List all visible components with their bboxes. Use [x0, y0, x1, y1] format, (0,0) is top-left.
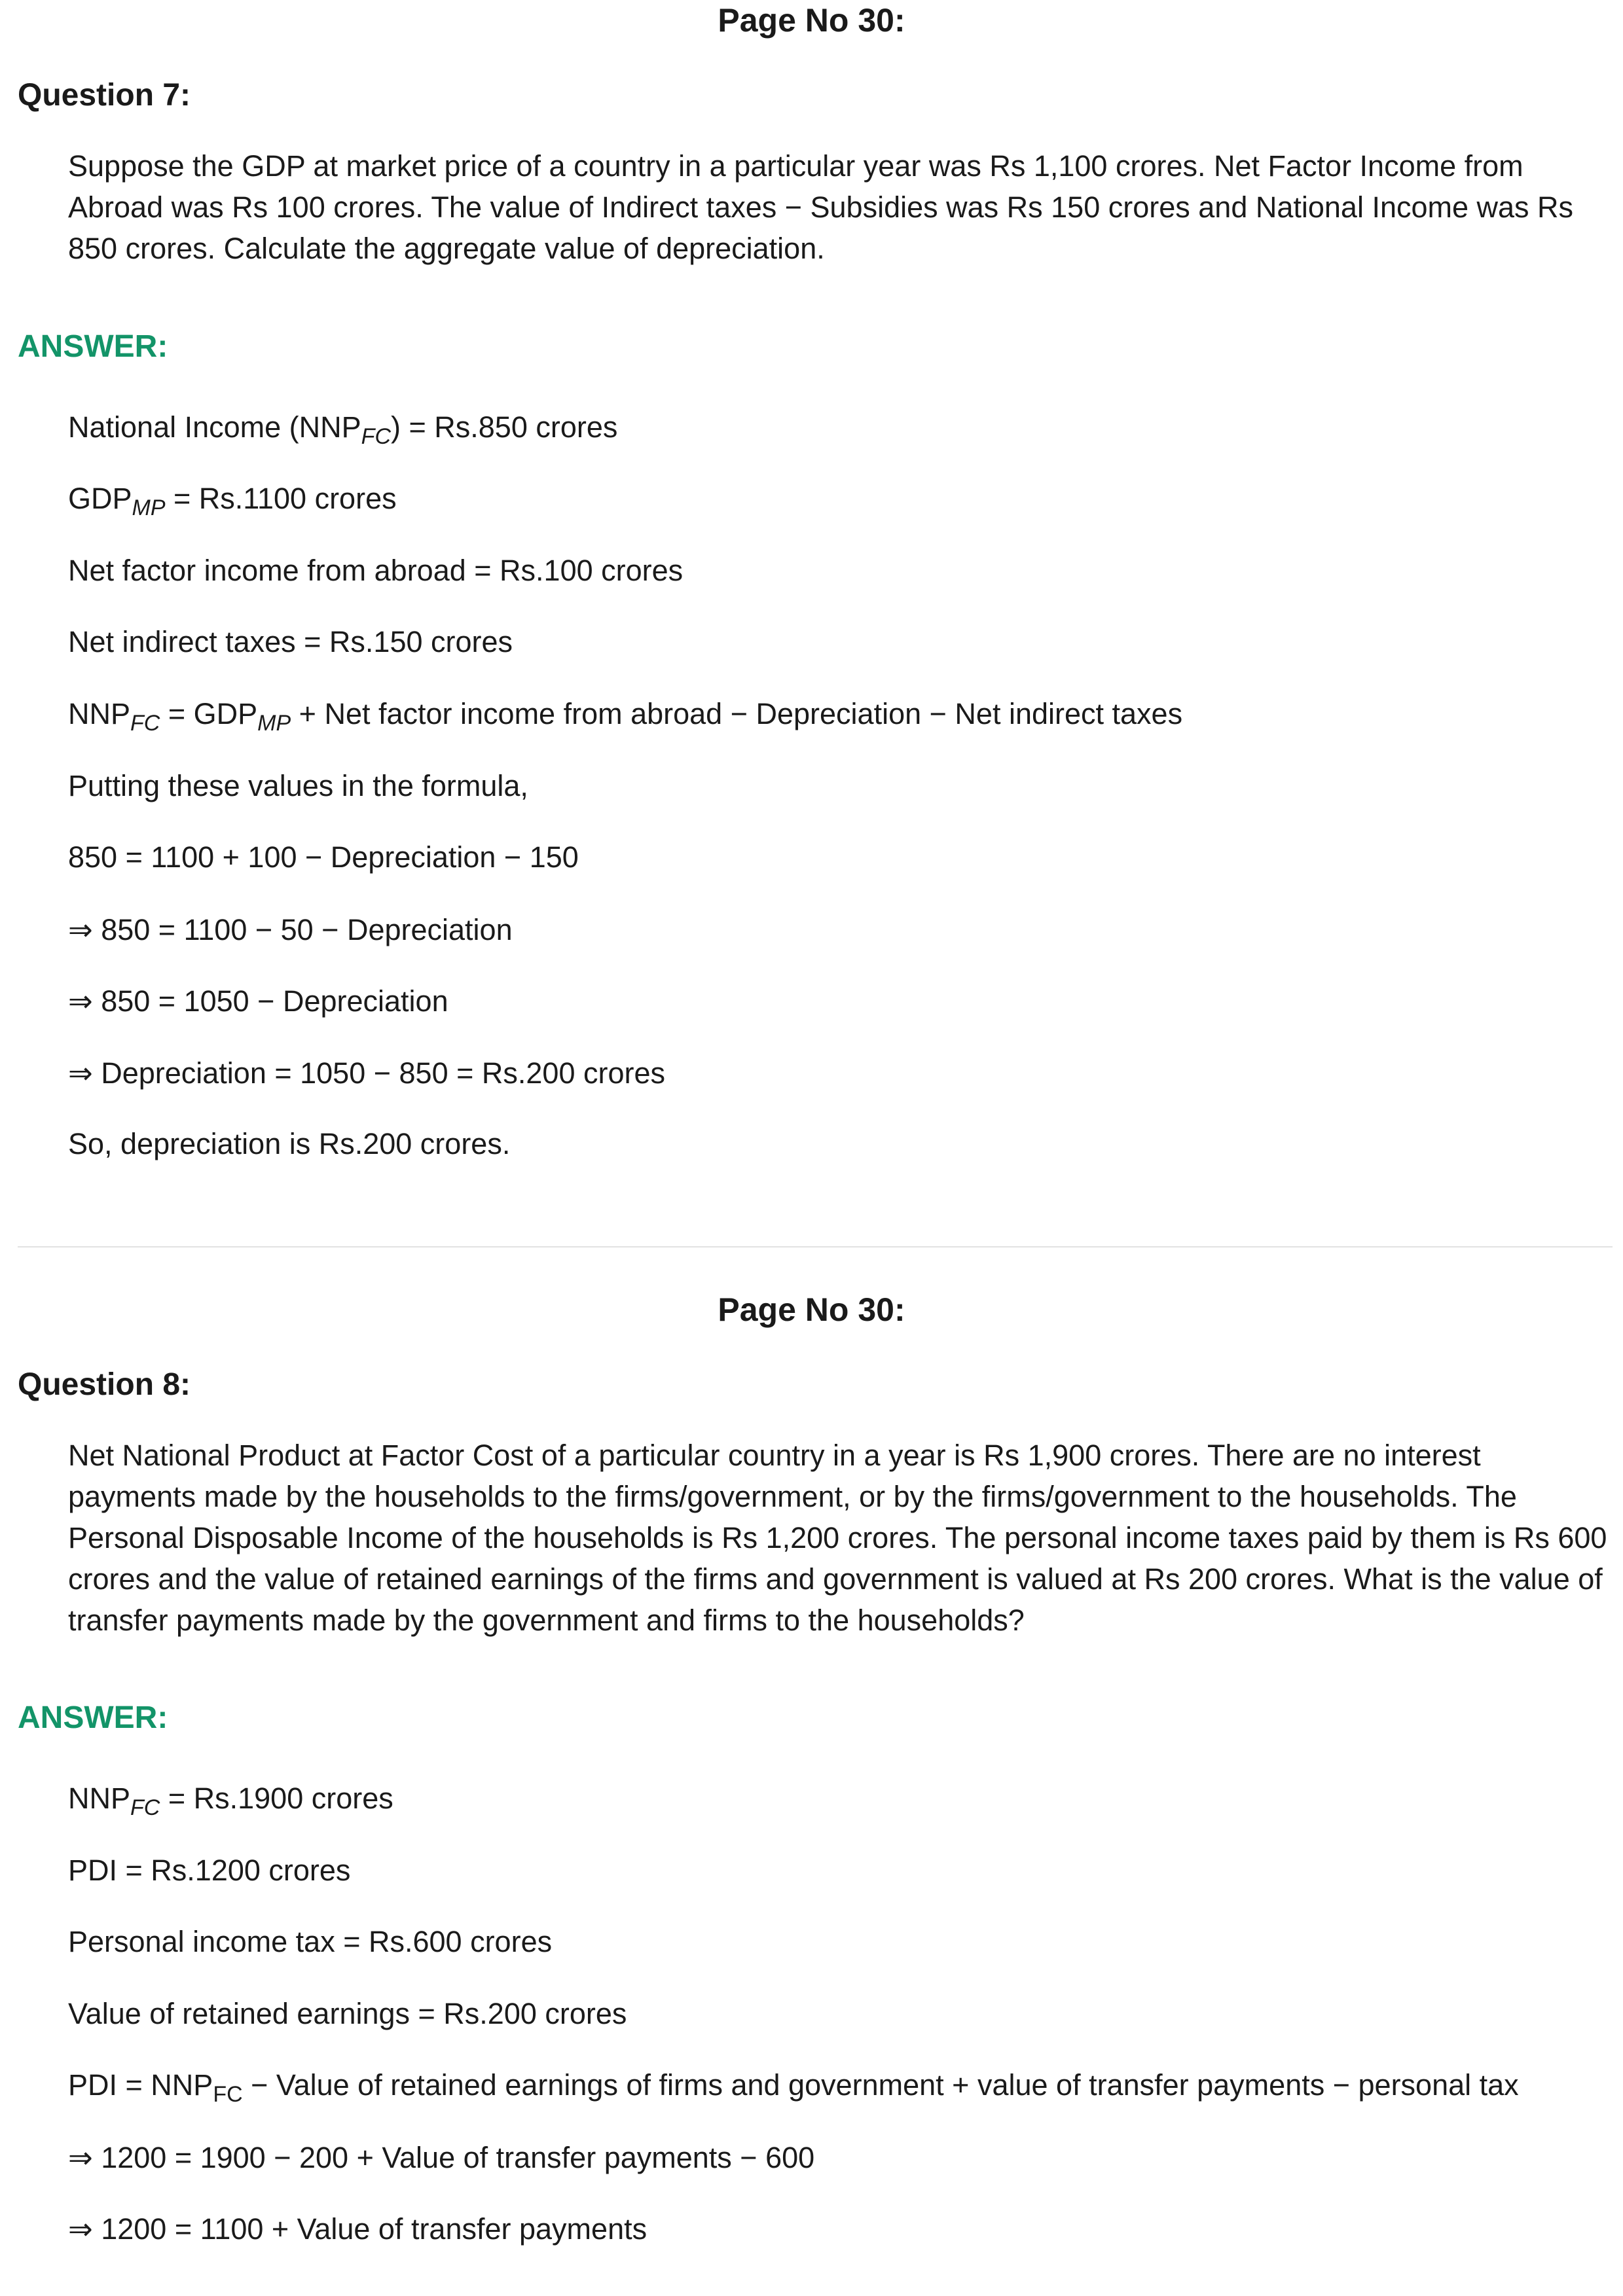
question-title: Question 8:: [18, 1367, 191, 1402]
answer-line: Value of retained earnings = Rs.200 crores: [68, 1997, 627, 2030]
question-title: Question 7:: [18, 78, 191, 113]
answer-label: ANSWER:: [18, 1700, 168, 1735]
answer-line: PDI = Rs.1200 crores: [68, 1854, 351, 1887]
section-divider: [18, 1246, 1613, 1247]
question-text: Net National Product at Factor Cost of a particular country in a year is Rs 1,900 crores. There are no interest payments made by the households to the firms/government, or by the firms/government to the households. The Personal Disposable Income of the households is Rs 1,200 crores. The personal income taxes paid by them is Rs 600 crores and the value of retained earnings of the firms and government is valued at Rs 200 crores. What is the value of transfer payments made by the government and firms to the households?: [68, 1439, 1607, 1637]
answer-line: Personal income tax = Rs.600 crores: [68, 1925, 553, 1958]
answer-label: ANSWER:: [18, 329, 168, 364]
answer-line: ⇒ 850 = 1100 − 50 − Depreciation: [68, 913, 513, 946]
answer-line: Net indirect taxes = Rs.150 crores: [68, 625, 513, 658]
answer-line: $GDP_{MP} = Rs.1100$ crores: [68, 482, 397, 520]
answer-line: National Income $(NNP_{FC}) = Rs.850$ crores: [68, 410, 618, 449]
answer-line: ⇒ 1200 = 1900 − 200 + Value of transfer payments − 600: [68, 2141, 815, 2174]
answer-line: Putting these values in the formula,: [68, 769, 528, 802]
answer-line: PDI = $NNP_{FC}$ − Value of retained earnings of firms and government + value of transfer payments − personal tax: [68, 2068, 1519, 2107]
question-text: Suppose the GDP at market price of a country in a particular year was Rs 1,100 crores. Net Factor Income from Abroad was Rs 100 crores. The value of Indirect taxes − Subsidies was Rs 150 crores and National Income was Rs 850 crores. Calculate the aggregate value of depreciation.: [68, 149, 1574, 265]
answer-line: 850 = 1100 + 100 − Depreciation − 150: [68, 840, 579, 874]
answer-line: $NNP_{FC} = GDP_{MP}$ + Net factor income from abroad − Depreciation − Net indirect taxes: [68, 697, 1183, 736]
answer-line: ⇒ 1200 = 1100 + Value of transfer payments: [68, 2212, 647, 2246]
answer-line: ⇒ Depreciation = 1050 − 850 = Rs.200 crores: [68, 1056, 665, 1090]
answer-line: Net factor income from abroad = Rs.100 crores: [68, 554, 684, 587]
page-number-heading: Page No 30:: [718, 1291, 905, 1328]
page-number-heading: Page No 30:: [718, 2, 905, 39]
answer-line: $NNP_{FC} = Rs.1900$ crores: [68, 1782, 393, 1820]
answer-line: ⇒ 850 = 1050 − Depreciation: [68, 984, 448, 1018]
answer-line: So, depreciation is Rs.200 crores.: [68, 1127, 511, 1160]
